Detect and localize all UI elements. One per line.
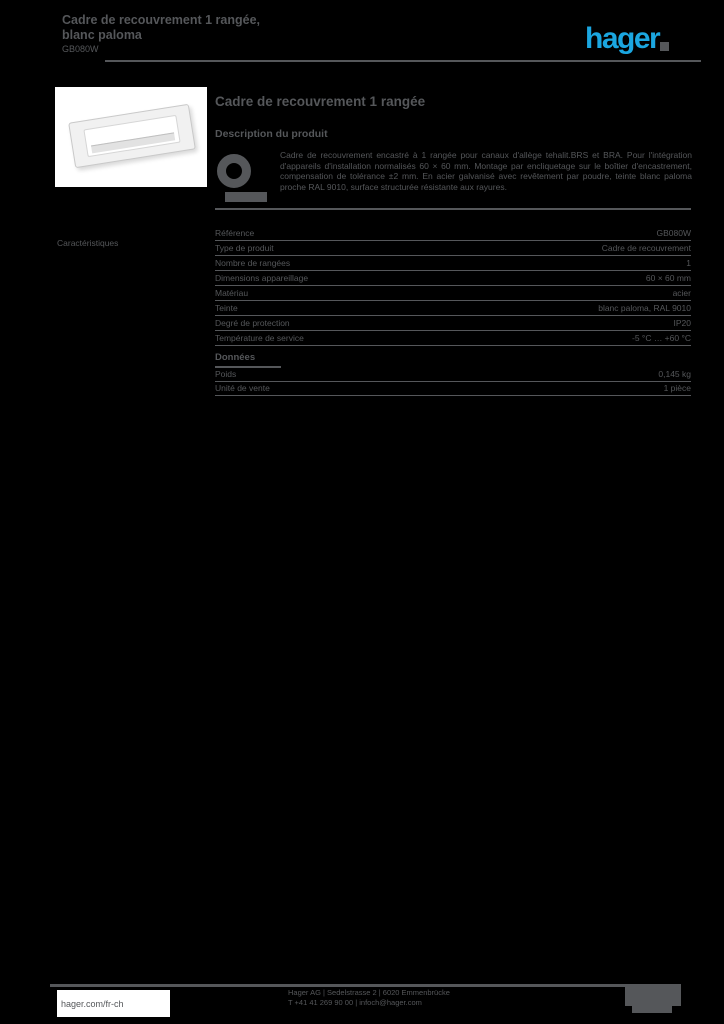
row-label: Type de produit (215, 243, 274, 253)
row-value: Cadre de recouvrement (601, 243, 691, 253)
data-section-heading: Données (215, 352, 256, 363)
table-row (215, 286, 691, 301)
description-row (215, 150, 701, 204)
row-label: Dimensions appareillage (215, 273, 309, 283)
description-text: Cadre de recouvrement encastré à 1 rangée pour canaux d'allège tehalit.BRS et BRA. Pour l'intégration d'appareils d'installation normalisés 60 × 60 mm. Montage par encliquetage sur le boîtier d'encastrement, compensation de tolérance ±2 mm. En acier galvanisé avec revêtement par poudre, teinte blanc paloma proche RAL 9010, surface structurée résistante aux rayures. (280, 150, 692, 192)
footer-link-box[interactable] (57, 990, 170, 1017)
row-value: GB080W (656, 228, 691, 238)
pictogram-ring (217, 154, 251, 188)
description-divider (215, 208, 691, 210)
website-link[interactable]: hager.com/fr-ch (61, 998, 124, 1009)
row-value: IP20 (673, 318, 691, 328)
row-label: Unité de vente (215, 383, 270, 393)
table-row (215, 271, 691, 286)
row-value: 1 pièce (663, 383, 691, 393)
header-reference: GB080W (62, 44, 99, 54)
row-label: Teinte (215, 303, 238, 313)
footer-emblem (625, 984, 681, 1006)
row-value: blanc paloma, RAL 9010 (598, 303, 691, 313)
table-row (215, 382, 691, 396)
cover-frame-slot (91, 132, 175, 153)
row-value: 60 × 60 mm (645, 273, 691, 283)
data-table (215, 368, 691, 396)
table-row (215, 226, 691, 241)
row-value: 0,145 kg (658, 369, 691, 379)
row-label: Nombre de rangées (215, 258, 291, 268)
footer-address-line1: Hager AG | Sedelstrasse 2 | 6020 Emmenbrücke (288, 988, 450, 997)
row-value: -5 °C … +60 °C (632, 333, 691, 343)
pictogram-bar (225, 192, 267, 202)
hager-logo: hager (585, 22, 660, 55)
table-row (215, 256, 691, 271)
characteristics-table (215, 226, 691, 346)
header-block (62, 13, 260, 56)
row-value: 1 (686, 258, 691, 268)
table-row (215, 331, 691, 346)
row-label: Matériau (215, 288, 249, 298)
table-row (215, 241, 691, 256)
cover-frame-inner (83, 115, 180, 157)
header-title-line2: blanc paloma (62, 28, 142, 42)
header-title-line1: Cadre de recouvrement 1 rangée, (62, 13, 260, 27)
row-label: Température de service (215, 333, 304, 343)
row-label: Poids (215, 369, 237, 379)
header-divider (105, 60, 701, 62)
row-label: Degré de protection (215, 318, 290, 328)
row-value: acier (672, 288, 691, 298)
sidebar-section-label: Caractéristiques (57, 238, 119, 248)
footer-address (288, 988, 618, 1007)
row-label: Référence (215, 228, 255, 238)
product-title: Cadre de recouvrement 1 rangée (215, 94, 426, 109)
table-row (215, 301, 691, 316)
description-heading: Description du produit (215, 128, 328, 140)
product-pictogram-icon (215, 150, 271, 204)
table-row (215, 368, 691, 382)
product-photo (55, 87, 207, 187)
footer-divider (50, 984, 625, 987)
footer-emblem-base (632, 1006, 672, 1013)
footer-address-line2: T +41 41 269 90 00 | infoch@hager.com (288, 997, 422, 1007)
hager-logo-mark-icon (660, 42, 669, 51)
cover-frame-illustration (68, 104, 196, 169)
table-row (215, 316, 691, 331)
